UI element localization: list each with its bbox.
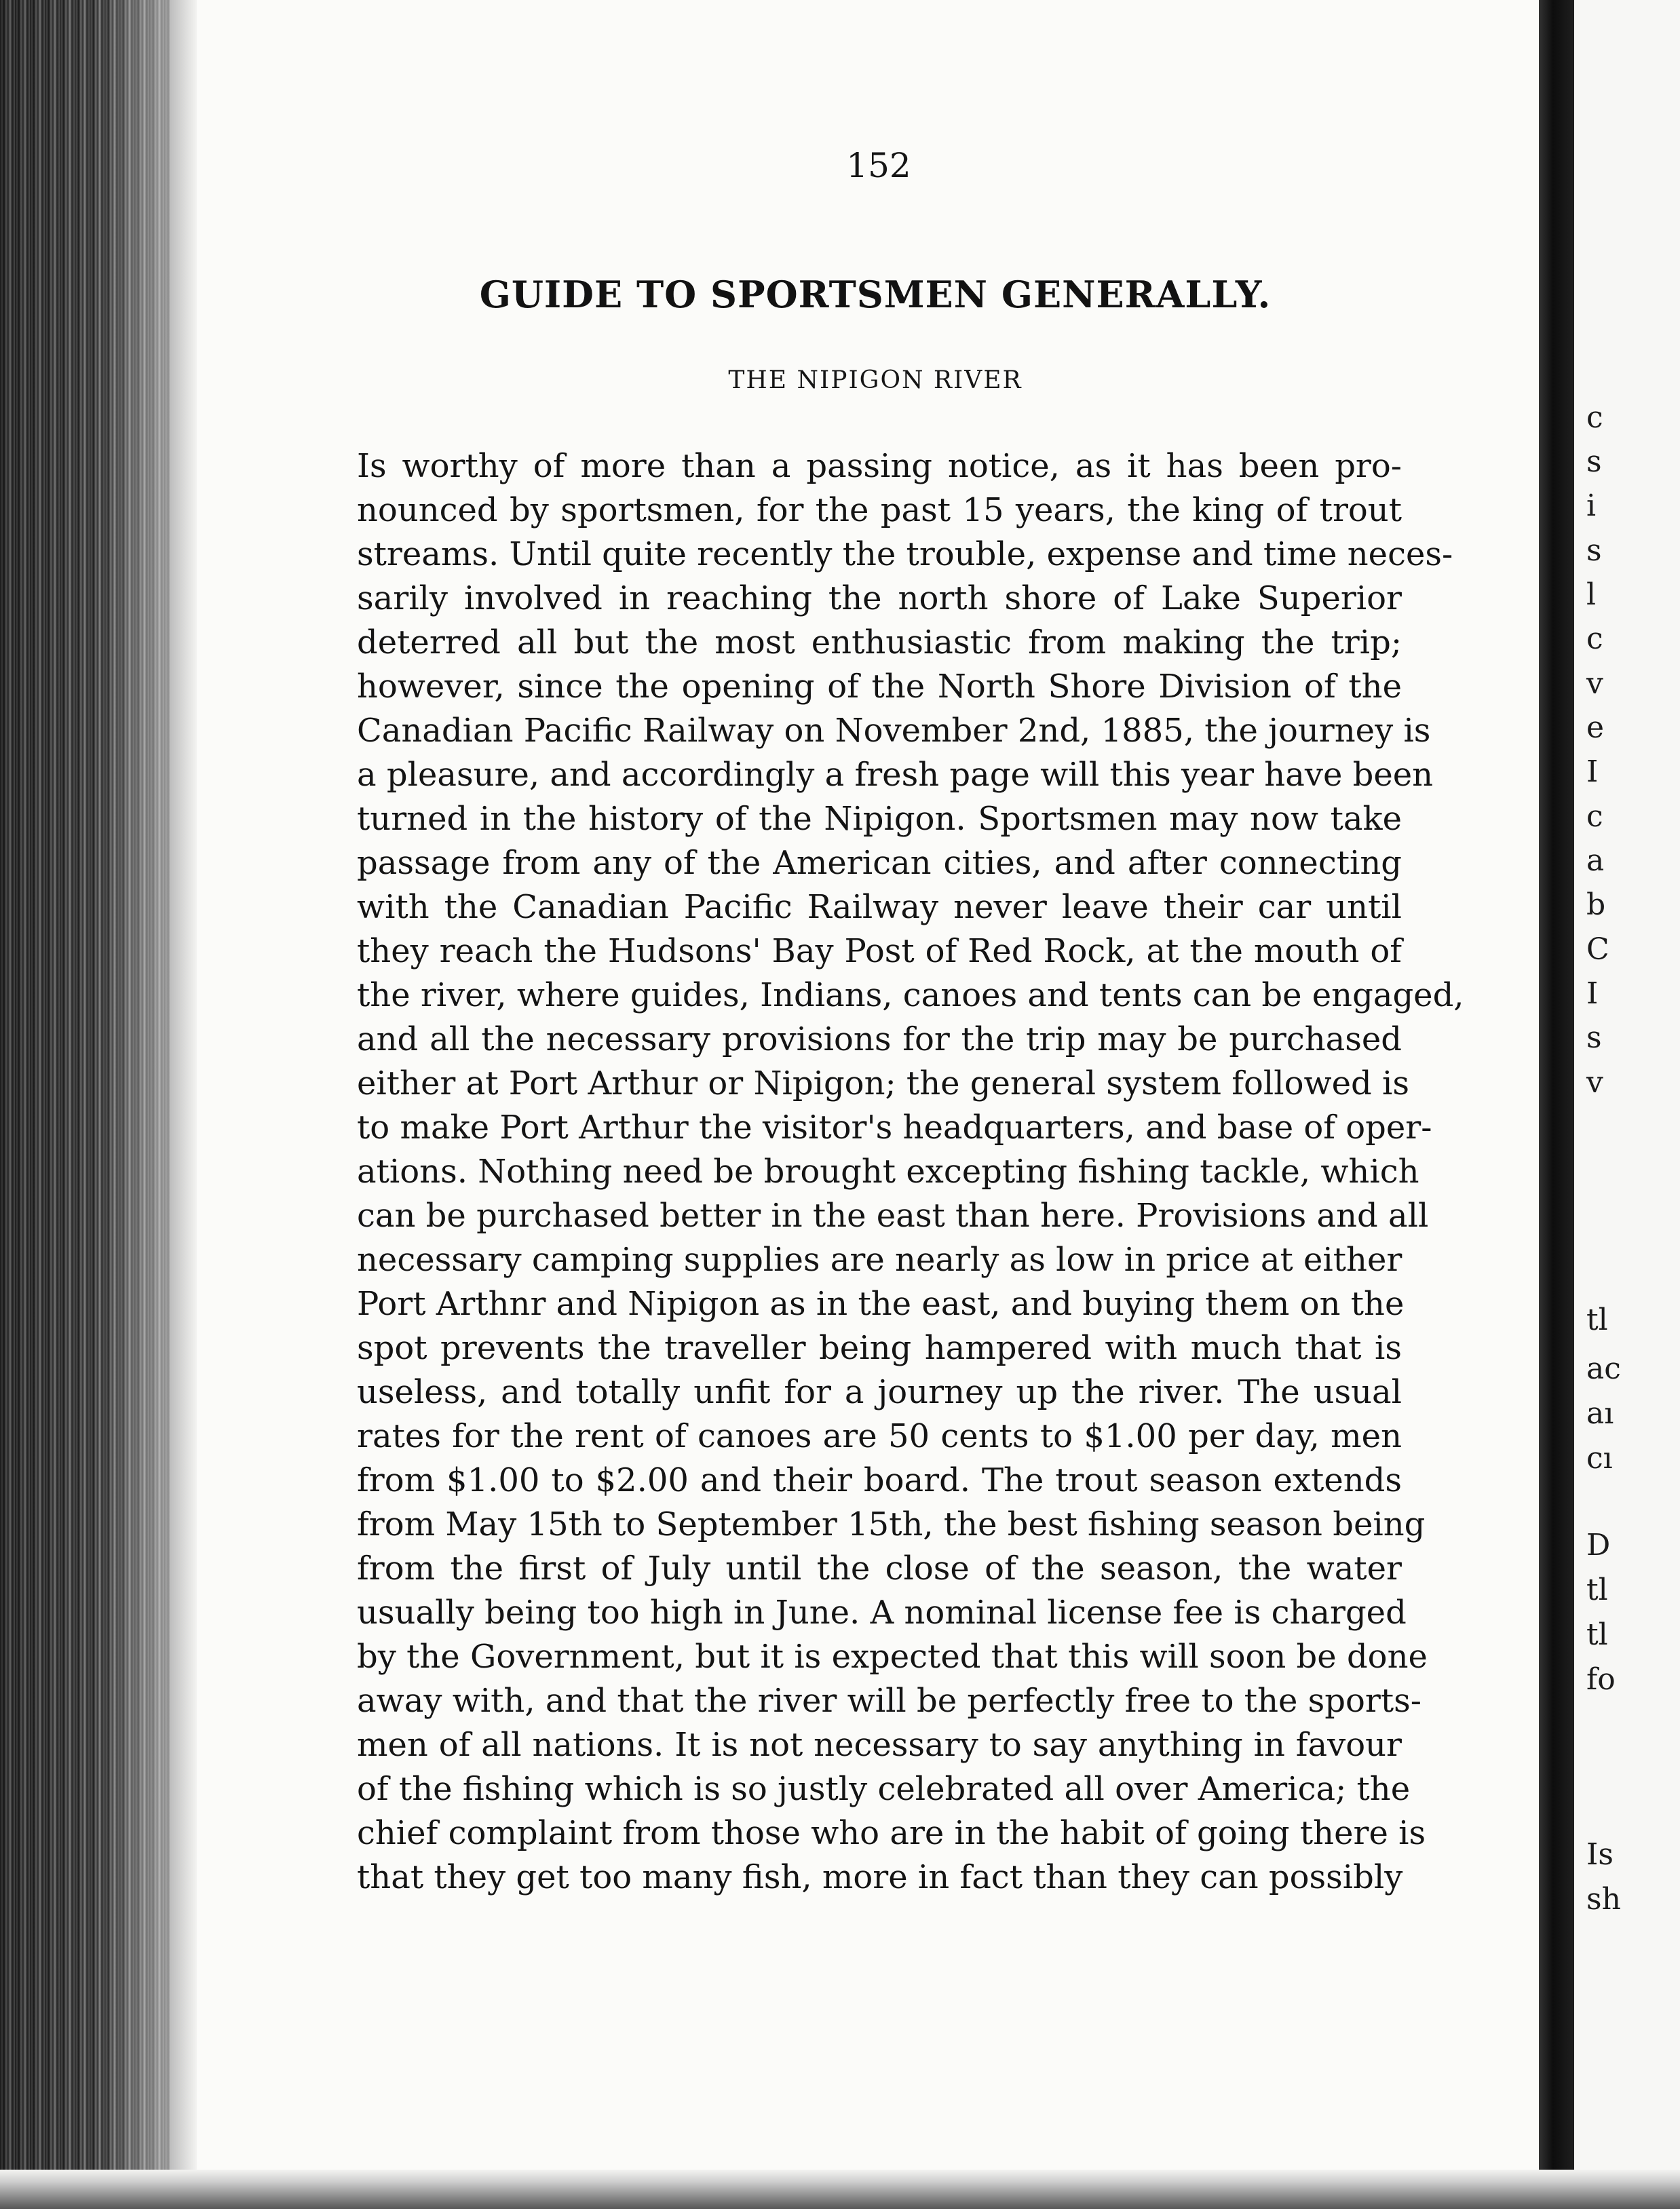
text-line: useless, and totally unfit for a journey up the river. The usual — [357, 1373, 1402, 1411]
text-line: they reach the Hudsons' Bay Post of Red Rock, at the mouth of — [357, 932, 1402, 970]
text-line: and all the necessary provisions for the trip may be purchased — [357, 1020, 1402, 1058]
facing-page-fragment: cı — [1586, 1441, 1613, 1476]
text-line: ations. Nothing need be brought excepting fishing tackle, which — [357, 1153, 1419, 1191]
facing-page-fragment: b — [1586, 887, 1606, 922]
facing-page-fragment: tl — [1586, 1573, 1608, 1607]
text-line: turned in the history of the Nipigon. Sportsmen may now take — [357, 800, 1402, 838]
facing-page-fragment: tl — [1586, 1617, 1608, 1652]
gutter-shadow — [170, 0, 197, 2209]
facing-page-fragment: s — [1586, 533, 1602, 568]
text-line: of the fishing which is so justly celebrated all over America; the — [357, 1770, 1411, 1808]
facing-page-fragment: aı — [1586, 1396, 1614, 1431]
facing-page-fragment: ac — [1586, 1351, 1621, 1386]
text-line: rates for the rent of canoes are 50 cents to $1.00 per day, men — [357, 1417, 1402, 1455]
facing-page-fragment: a — [1586, 843, 1605, 878]
facing-page-fragment: l — [1586, 577, 1597, 612]
text-line: sarily involved in reaching the north shore of Lake Superior — [357, 579, 1402, 617]
text-line: from $1.00 to $2.00 and their board. The trout season extends — [357, 1461, 1402, 1499]
facing-page-fragment: C — [1586, 932, 1609, 967]
text-line: passage from any of the American cities, and after connecting — [357, 844, 1402, 882]
text-line: however, since the opening of the North Shore Division of the — [357, 668, 1402, 706]
facing-page-fragment: s — [1586, 1020, 1602, 1055]
text-line: Canadian Pacific Railway on November 2nd, 1885, the journey is — [357, 712, 1431, 750]
chapter-title: GUIDE TO SPORTSMEN GENERALLY. — [479, 273, 1272, 316]
page-fold-divider — [1539, 0, 1574, 2209]
facing-page-fragment: sh — [1586, 1882, 1621, 1917]
facing-page-fragment: e — [1586, 710, 1605, 745]
facing-page-fragment: c — [1586, 799, 1603, 834]
page-number: 152 — [846, 146, 911, 185]
facing-page-fragment: c — [1586, 621, 1603, 656]
facing-page-fragment: c — [1586, 400, 1603, 435]
text-line: with the Canadian Pacific Railway never leave their car until — [357, 888, 1402, 926]
text-line: can be purchased better in the east than here. Provisions and all — [357, 1197, 1429, 1235]
text-line: nounced by sportsmen, for the past 15 years, the king of trout — [357, 491, 1402, 529]
text-line: from the first of July until the close of the season, the water — [357, 1550, 1402, 1588]
body-paragraph — [357, 444, 1464, 1900]
text-line: from May 15th to September 15th, the best fishing season being — [357, 1505, 1426, 1543]
text-line: that they get too many fish, more in fact than they can possibly — [357, 1858, 1403, 1896]
facing-page-fragment: I — [1586, 976, 1599, 1011]
facing-page-fragment: i — [1586, 488, 1597, 523]
facing-page-fragment: D — [1586, 1528, 1611, 1562]
text-line: men of all nations. It is not necessary to say anything in favour — [357, 1726, 1402, 1764]
text-line: streams. Until quite recently the trouble, expense and time neces- — [357, 535, 1453, 573]
page-bottom-edge — [0, 2170, 1680, 2209]
facing-page-fragment: v — [1586, 666, 1603, 701]
text-line: Port Arthnr and Nipigon as in the east, and buying them on the — [357, 1285, 1405, 1323]
facing-page-fragment: Is — [1586, 1837, 1614, 1872]
text-line: usually being too high in June. A nominal license fee is charged — [357, 1594, 1407, 1632]
facing-page-fragment: fo — [1586, 1662, 1616, 1697]
text-line: deterred all but the most enthusiastic from making the trip; — [357, 623, 1402, 661]
text-line: by the Government, but it is expected that this will soon be done — [357, 1638, 1428, 1676]
text-line: chief complaint from those who are in the habit of going there is — [357, 1814, 1426, 1852]
text-line: spot prevents the traveller being hampered with much that is — [357, 1329, 1402, 1367]
text-line: necessary camping supplies are nearly as low in price at either — [357, 1241, 1402, 1279]
facing-page-fragment: I — [1586, 754, 1599, 789]
text-line: away with, and that the river will be perfectly free to the sports- — [357, 1682, 1421, 1720]
facing-page-fragment: s — [1586, 444, 1602, 479]
facing-page-fragment: tl — [1586, 1303, 1608, 1337]
section-title: THE NIPIGON RIVER — [728, 366, 1023, 394]
text-line: Is worthy of more than a passing notice, as it has been pro- — [357, 447, 1402, 485]
facing-page-fragment: v — [1586, 1065, 1603, 1100]
text-line: either at Port Arthur or Nipigon; the general system followed is — [357, 1064, 1409, 1102]
book-binding-gutter — [0, 0, 170, 2209]
text-line: the river, where guides, Indians, canoes and tents can be engaged, — [357, 976, 1464, 1014]
text-line: a pleasure, and accordingly a fresh page will this year have been — [357, 756, 1434, 794]
text-line: to make Port Arthur the visitor's headquarters, and base of oper- — [357, 1109, 1432, 1147]
facing-page-edge — [1574, 0, 1680, 2209]
